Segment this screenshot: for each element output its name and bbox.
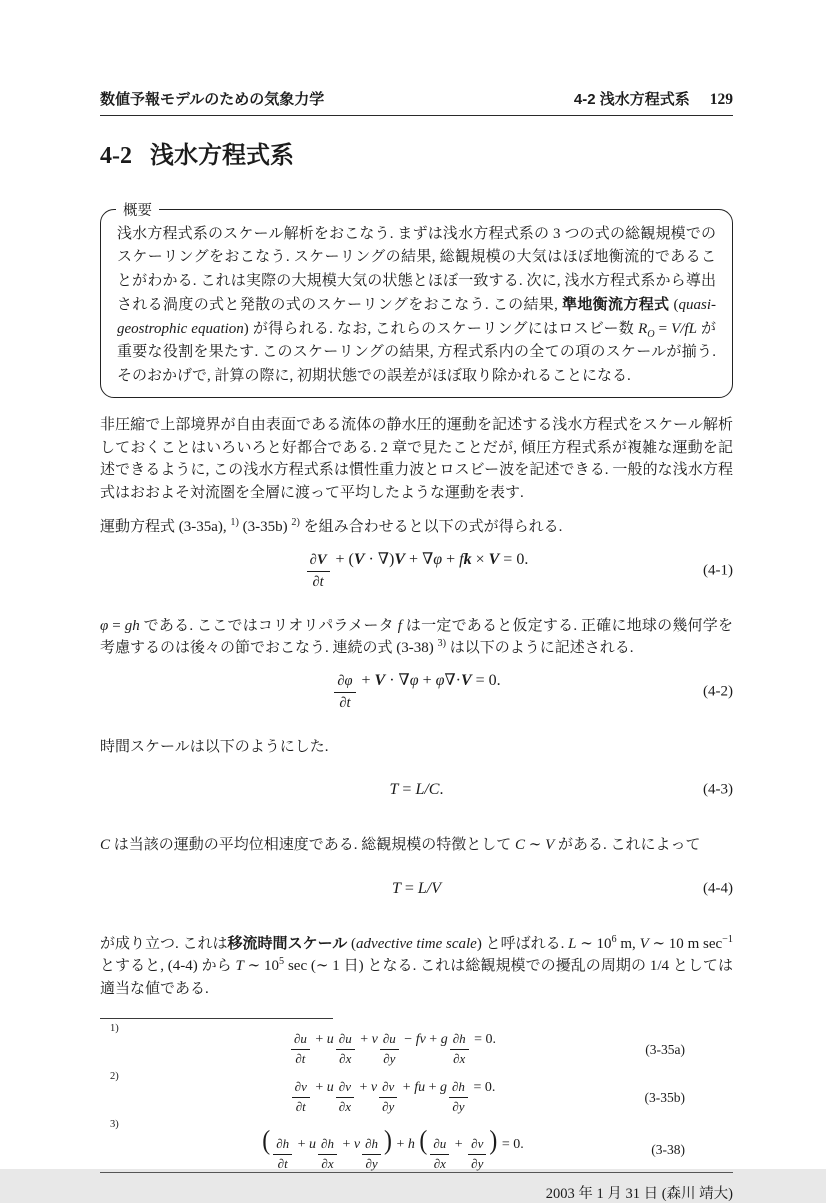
footnote-2-marker: 2) <box>110 1071 119 1083</box>
footnote-1-marker: 1) <box>110 1023 119 1035</box>
equation-4-2-tag: (4-2) <box>703 683 733 700</box>
footer-date: 2003 年 1 月 31 日 (森川 靖大) <box>545 1185 733 1202</box>
equation-4-3-tag: (4-3) <box>703 781 733 798</box>
footnote-2-equation-body: $\frac{\partial v}{\partial t}$ + u $\frac{\partial v}{\partial x}$ + v $\frac{\partial v}{\partial y}$ + fu + g $\frac{\partial h}{\partial y}$ = 0. <box>290 1080 496 1115</box>
page-content <box>100 0 733 1202</box>
header-right-group <box>574 88 733 109</box>
equation-4-1 <box>100 551 733 591</box>
equation-4-4-body: T = L/V <box>391 879 442 897</box>
page-header <box>100 88 733 116</box>
section-number: 4-2 <box>100 143 132 169</box>
section-title <box>100 142 733 171</box>
paragraph-phase-speed: C は当該の運動の平均位相速度である. 総観規模の特徴として C ∼ V がある. これによって <box>100 837 701 854</box>
paragraph-time-scale-intro: 時間スケールは以下のようにした. <box>100 738 329 755</box>
footnote-3-equation-body: ( $\frac{\partial h}{\partial t}$ + u $\frac{\partial h}{\partial x}$ + v $\frac{\partial h}{\partial y}$ ) + h ( $\frac{\partial u}{\partial x}$ + $\frac{\partial v}{\partial y}$ ) = 0. <box>262 1126 524 1171</box>
footnote-3-equation <box>100 1128 685 1172</box>
footnote-2-tag: (3-35b) <box>644 1089 685 1105</box>
equation-4-4-tag: (4-4) <box>703 880 733 897</box>
footnote-1-tag: (3-35a) <box>645 1041 685 1057</box>
footnote-separator <box>100 1018 333 1019</box>
equation-4-4 <box>100 869 733 909</box>
equation-4-2 <box>100 672 733 712</box>
equation-4-1-body: $\frac{\partial V}{\partial t}$ + (V · ∇)V + ∇φ + fk × V = 0. <box>305 551 529 590</box>
footnotes-block <box>100 1018 685 1172</box>
footnote-2-equation <box>100 1080 685 1115</box>
abstract-box <box>100 202 733 399</box>
equation-4-3 <box>100 770 733 810</box>
header-page-number: 129 <box>709 91 733 108</box>
abstract-text: 浅水方程式系のスケール解析をおこなう. まずは浅水方程式系の 3 つの式の総観規模でのスケーリングをおこなう. スケーリングの結果, 総観規模の大気はほぼ地衡流的であることがわかる. これは実際の大規模大気の状態とほぼ一致する. 次に, 浅水方程式系から導出される渦度の式と発散の式のスケーリングをおこなう. この結果, 準地衡流方程式 (quasi-geostrophic equation) が得られる. なお, これらのスケーリングにはロスビー数 $R_O = V/fL$ が重要な役割を果たす. このスケーリングの結果, 方程式系内の全ての項のスケールが揃う. そのおかげで, 計算の際に, 初期状態での誤差がほぼ取り除かれることになる. <box>117 225 716 384</box>
footnote-1-equation <box>100 1032 685 1067</box>
equation-4-3-body: T = L/C. <box>389 781 444 799</box>
abstract-label: 概要 <box>116 200 159 224</box>
footnote-2 <box>100 1069 685 1115</box>
paragraph-intro: 非圧縮で上部境界が自由表面である流体の静水圧的運動を記述する浅水方程式をスケール解析しておくことはいろいろと好都合である. 2 章で見たことだが, 傾圧方程式系が複雑な運動を記述できるように, この浅水方程式系は慣性重力波とロスビー波を記述できる. 一般的な浅水方程式はおおよそ対流圏を全層に渡って平均したような運動を表す. <box>100 417 733 501</box>
footnote-3 <box>100 1117 685 1172</box>
paragraph-advective-time-scale: が成り立つ. これは移流時間スケール (advective time scale) と呼ばれる. L ∼ $10^6$ m, V ∼ 10 m $\sec^{-1}$ とすると, (4-4) から T ∼ $10^5$ sec (∼ 1 日) となる. これは総観規模での擾乱の周期の 1/4 としては適当な値である. <box>100 933 733 997</box>
header-section-ref: 4-2 浅水方程式系 <box>573 91 690 108</box>
footnote-1-equation-body: $\frac{\partial u}{\partial t}$ + u $\frac{\partial u}{\partial x}$ + v $\frac{\partial u}{\partial y}$ − fv + g $\frac{\partial h}{\partial x}$ = 0. <box>289 1032 496 1067</box>
paragraph-momentum-eq-intro: 運動方程式 (3-35a), $^{1)}$ (3-35b) $^{2)}$ を組み合わせると以下の式が得られる. <box>100 517 563 536</box>
paragraph-phi-definition: φ = gh である. ここではコリオリパラメータ f は一定であると仮定する. 正確に地球の幾何学を考慮するのは後々の節でおこなう. 連続の式 (3-38) $^{3)}$ は以下のように記述される. <box>100 617 733 657</box>
page-footer <box>100 1172 733 1203</box>
footnote-3-marker: 3) <box>110 1119 119 1131</box>
header-book-title: 数値予報モデルのための気象力学 <box>100 91 325 108</box>
footnote-3-tag: (3-38) <box>651 1141 685 1157</box>
equation-4-1-tag: (4-1) <box>703 562 733 579</box>
footnote-1 <box>100 1021 685 1067</box>
equation-4-2-body: $\frac{\partial\varphi}{\partial t}$ + V · ∇φ + φ∇·V = 0. <box>332 672 500 711</box>
section-title-text: 浅水方程式系 <box>150 142 294 169</box>
